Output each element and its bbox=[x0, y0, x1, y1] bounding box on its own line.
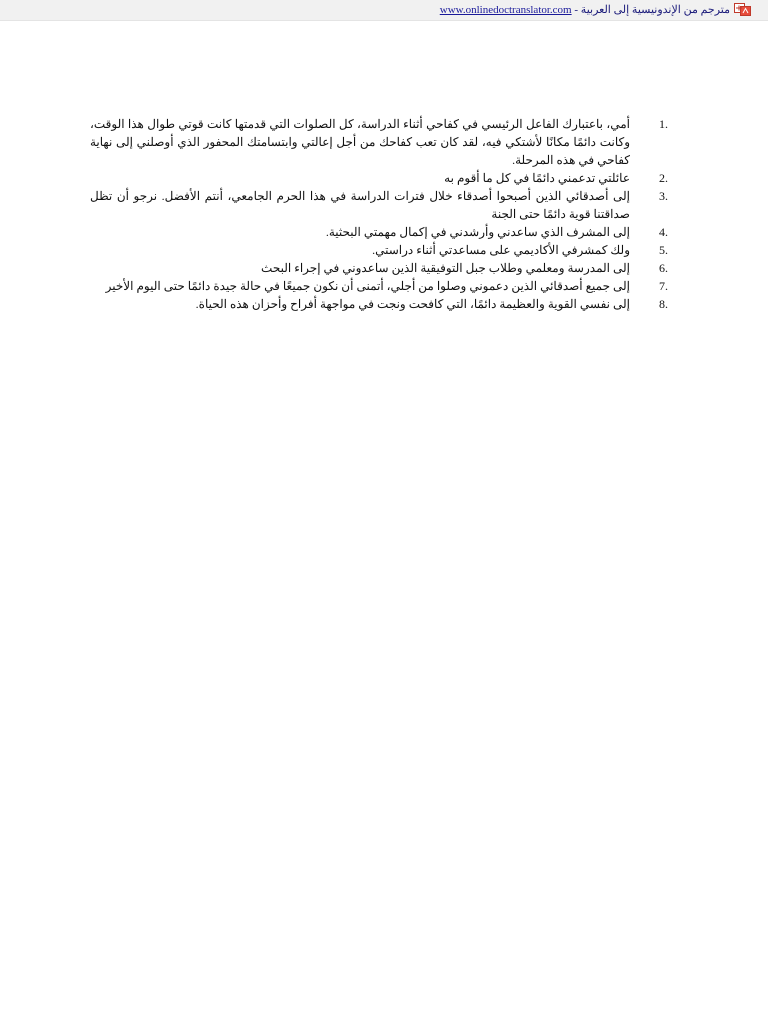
translator-logo-icon[interactable] bbox=[734, 3, 751, 16]
list-item-number: 1. bbox=[659, 117, 668, 131]
list-item-number: 2. bbox=[659, 171, 668, 185]
translator-banner bbox=[440, 4, 730, 17]
list-item-text: ولك كمشرفي الأكاديمي على مساعدتي أثناء دراستي. bbox=[372, 243, 630, 257]
list-item bbox=[90, 223, 668, 241]
banner-separator: - bbox=[571, 4, 581, 16]
list-item-number: 5. bbox=[659, 243, 668, 257]
list-item bbox=[90, 187, 668, 223]
list-item-text: إلى جميع أصدقائي الذين دعموني وصلوا من أجلي، أتمنى أن نكون جميعًا في حالة جيدة دائمًا حتى اليوم الأخير bbox=[105, 279, 630, 293]
translator-banner-bar bbox=[0, 0, 768, 21]
list-item-number: 8. bbox=[659, 297, 668, 311]
list-item bbox=[90, 169, 668, 187]
list-item-text: إلى المشرف الذي ساعدني وأرشدني في إكمال مهمتي البحثية. bbox=[325, 225, 630, 239]
list-item-number: 7. bbox=[659, 279, 668, 293]
list-item bbox=[90, 241, 668, 259]
list-item bbox=[90, 115, 668, 169]
banner-text: مترجم من الإندونيسية إلى العربية bbox=[580, 4, 730, 16]
list-item bbox=[90, 277, 668, 295]
list-item-number: 3. bbox=[659, 189, 668, 203]
list-item-text: إلى أصدقائي الذين أصبحوا أصدقاء خلال فترات الدراسة في هذا الحرم الجامعي، أنتم الأفضل. نرجو أن تظل صداقتنا قوية دائمًا حتى الجنة bbox=[90, 189, 630, 221]
list-item bbox=[90, 295, 668, 313]
list-item-text: أمي، باعتبارك الفاعل الرئيسي في كفاحي أثناء الدراسة، كل الصلوات التي قدمتها كانت قوتي طوال هذا الوقت، وكانت دائمًا مكانًا لأشتكي فيه، لقد كان تعب كفاحك من أجل إعالتي وابتسامتك المحفور الذي أوصلني إلى نهاية كفاحي في هذه المرحلة. bbox=[90, 117, 630, 167]
list-item bbox=[90, 259, 668, 277]
translator-link[interactable]: www.onlinedoctranslator.com bbox=[439, 4, 572, 16]
list-item-text: عائلتي تدعمني دائمًا في كل ما أقوم به bbox=[444, 171, 630, 185]
list-item-number: 4. bbox=[659, 225, 668, 239]
list-item-text: إلى نفسي القوية والعظيمة دائمًا، التي كافحت ونجت في مواجهة أفراح وأحزان هذه الحياة. bbox=[195, 297, 630, 311]
dedication-list bbox=[90, 115, 668, 313]
list-item-number: 6. bbox=[659, 261, 668, 275]
list-item-text: إلى المدرسة ومعلمي وطلاب جبل التوفيقية الذين ساعدوني في إجراء البحث bbox=[261, 261, 630, 275]
